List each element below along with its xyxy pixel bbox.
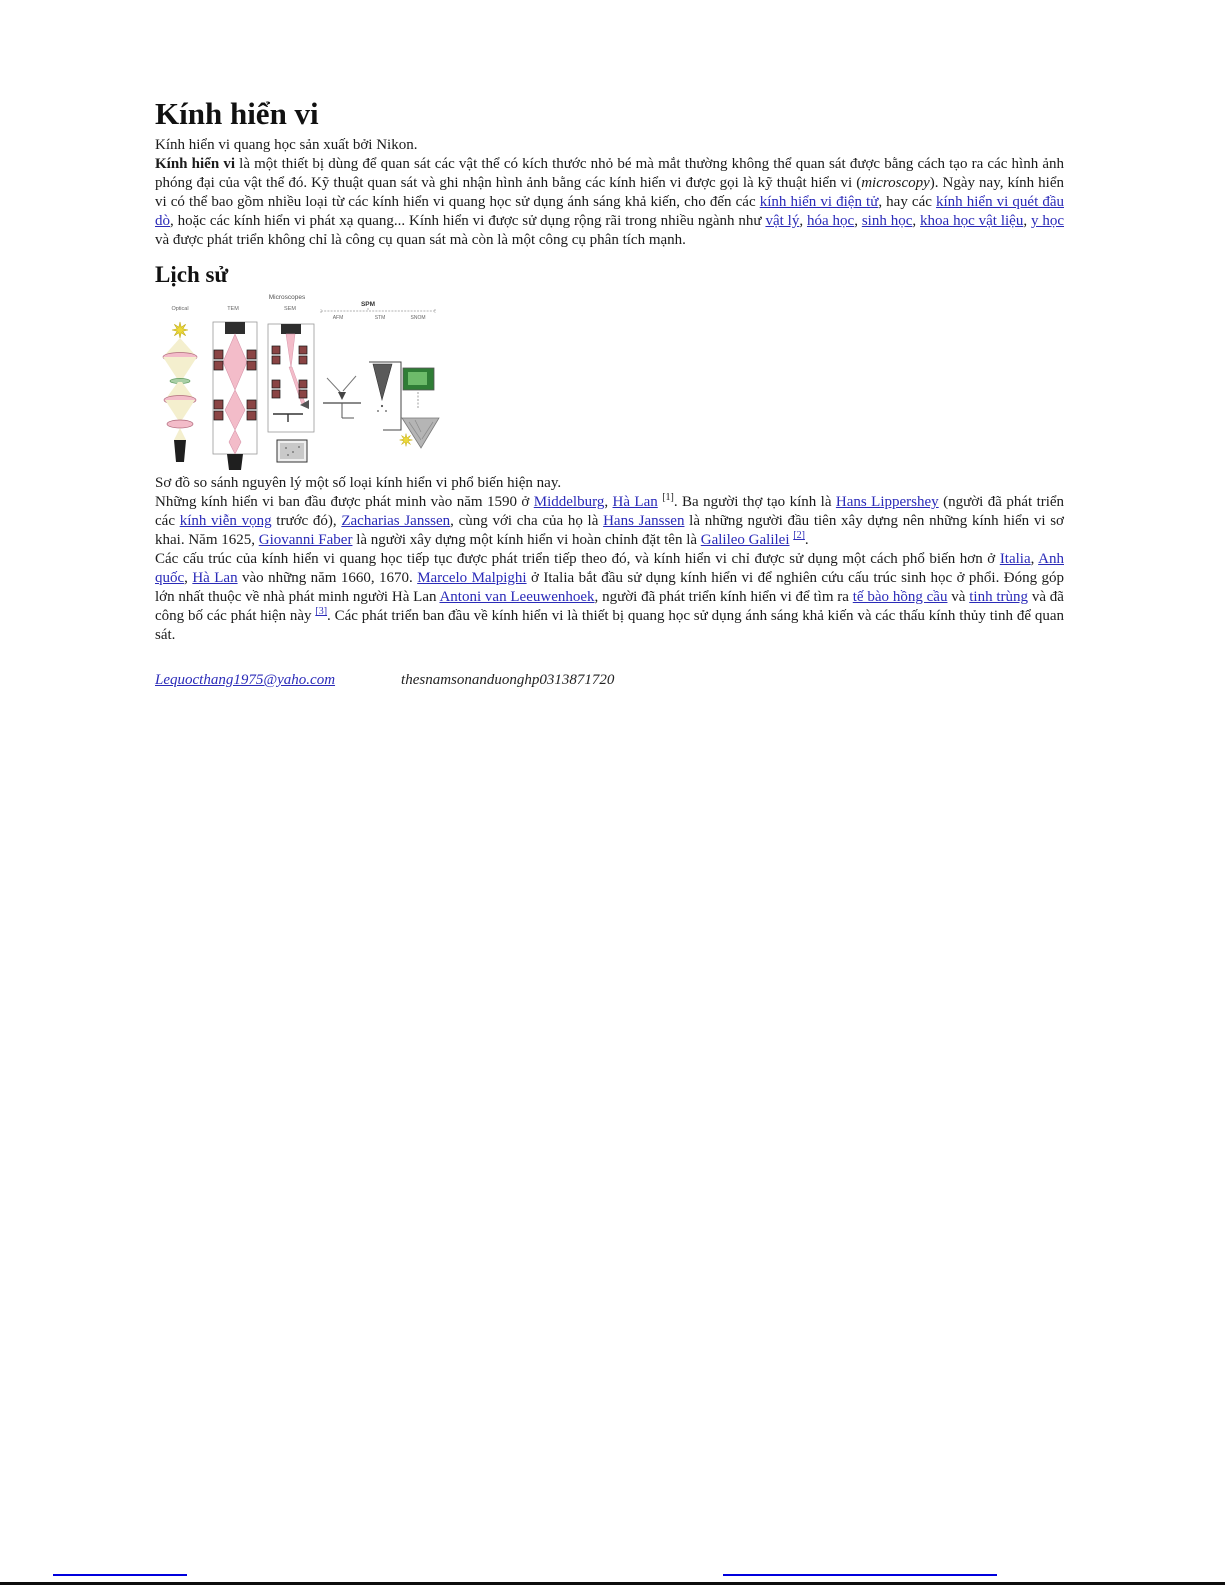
inline-link[interactable]: Italia	[999, 551, 1031, 567]
inline-link[interactable]: vật lý	[765, 213, 800, 229]
inline-link[interactable]: Hans Janssen	[603, 513, 685, 529]
inline-link[interactable]: Marcelo Malpighi	[417, 570, 527, 586]
text-segment: Các cấu trúc của kính hiển vi quang học tiếp tục được phát triển tiếp theo đó, và kính hiển vi chỉ được sử dụng một cách phổ biến hơn ở	[155, 551, 1000, 567]
text-segment: ở Italia bắt đầu sử dụng kính hiển vi để nghiên cứu cấu trúc sinh học ở phổi. Đóng góp lớn nhất thuộc về nhà phát minh người Hà Lan	[155, 570, 1064, 605]
stm-label: STM	[374, 315, 386, 321]
snom-sketch	[400, 368, 439, 448]
afm-sketch	[323, 376, 361, 418]
text-segment: ,	[1023, 213, 1031, 229]
citation-link[interactable]: [2]	[793, 530, 805, 541]
sem-label: SEM	[284, 306, 296, 312]
inline-link[interactable]: Hà Lan	[192, 570, 238, 586]
cantilever-arms	[327, 376, 356, 393]
text-segment: ,	[799, 213, 807, 229]
text-segment: , người đã phát triển kính hiển vi để tìm ra	[594, 589, 853, 605]
inline-link[interactable]: Middelburg	[533, 494, 605, 510]
text-segment: Những kính hiển vi ban đầu được phát minh vào năm 1590 ở	[155, 494, 534, 510]
footer-note-text: thesnamsonanduonghp0313871720	[401, 672, 615, 688]
text-segment: , cùng với cha của họ là	[450, 513, 604, 529]
text-segment: ,	[854, 213, 862, 229]
intro-paragraph	[155, 155, 1064, 250]
inline-link[interactable]: Zacharias Janssen	[341, 513, 451, 529]
light-source-icon	[172, 322, 188, 338]
optical-label: Optical	[171, 306, 189, 312]
inline-link[interactable]: y học	[1030, 213, 1065, 229]
stm-tip	[373, 364, 392, 400]
eyepiece-base	[174, 440, 186, 462]
document-content	[155, 96, 1064, 689]
text-segment: . Các phát triển ban đầu về kính hiển vi là thiết bị quang học sử dụng ánh sáng khả kiến và các thấu kính thủy tinh để quan sát.	[155, 608, 1064, 643]
tem-base	[227, 454, 243, 470]
citation	[793, 530, 805, 541]
cutoff-link-underline-left[interactable]	[53, 1574, 187, 1576]
nikon-image-caption: Kính hiển vi quang học sản xuất bởi Nikon.	[155, 137, 418, 153]
text-segment: và đã công bố các phát hiện này	[155, 589, 1064, 624]
text-segment: ,	[912, 213, 921, 229]
text-segment: , hay các	[878, 194, 936, 210]
text-segment: .	[804, 532, 809, 548]
inline-link[interactable]: Hans Lippershey	[835, 494, 939, 510]
text-segment: ,	[184, 570, 193, 586]
cutoff-link-underline-right[interactable]	[723, 1574, 997, 1576]
tem-label: TEM	[227, 306, 239, 312]
sem-column	[268, 324, 314, 462]
inline-link[interactable]: tế bào hồng cầu	[852, 589, 948, 605]
inline-link[interactable]: tinh trùng	[969, 589, 1029, 605]
tem-column	[213, 322, 257, 470]
citation: [1]	[662, 492, 674, 503]
microscope-comparison-figure	[155, 292, 440, 472]
citation-link[interactable]: [3]	[315, 606, 328, 617]
inline-link[interactable]: Galileo Galilei	[700, 532, 790, 548]
author-email-link[interactable]: Lequocthang1975@yaho.com	[155, 672, 336, 688]
text-segment: là một thiết bị dùng để quan sát các vật thể có kích thước nhỏ bé mà mắt thường không thể quan sát được bằng cách tạo ra các hình ảnh phóng đại của vật thể đó. Kỹ thuật quan sát và ghi nhận hình ảnh bằng các kính hiển vi được gọi là kỹ thuật hiển vi (	[155, 156, 1065, 191]
microscope-diagram	[155, 292, 440, 472]
inline-link[interactable]: Anh quốc	[155, 551, 1064, 586]
text-segment: là người xây dựng một kính hiển vi hoàn chỉnh đặt tên là	[352, 532, 701, 548]
figure-title: Microscopes	[268, 294, 306, 301]
text-segment: ). Ngày nay, kính hiển vi có thể bao gồm nhiều loại từ các kính hiển vi quang học sử dụng ánh sáng khả kiến, cho đến các	[155, 175, 1064, 210]
figure-caption: Sơ đồ so sánh nguyên lý một số loại kính hiển vi phổ biến hiện nay.	[155, 475, 562, 491]
text-segment: trước đó),	[271, 513, 342, 529]
text-segment: ,	[1030, 551, 1039, 567]
snom-label: SNOM	[410, 315, 426, 321]
inline-link[interactable]: Hà Lan	[612, 494, 658, 510]
history-section-heading: Lịch sử	[155, 262, 229, 287]
text-segment: và được phát triển không chỉ là công cụ quan sát mà còn là một công cụ phân tích mạnh.	[155, 232, 686, 248]
text-segment: ,	[604, 494, 613, 510]
inline-link[interactable]: Giovanni Faber	[258, 532, 353, 548]
text-segment: là những người đầu tiên xây dựng nên những kính hiển vi sơ khai. Năm 1625,	[155, 513, 1064, 548]
text-segment: và	[947, 589, 970, 605]
figure-labels	[171, 294, 435, 321]
electron-gun	[225, 322, 245, 334]
spm-label: SPM	[360, 301, 376, 308]
afm-tip	[338, 392, 346, 400]
inline-link[interactable]: sinh học	[861, 213, 913, 229]
page-title: Kính hiển vi	[155, 96, 319, 131]
snom-light-icon	[400, 434, 413, 447]
inline-link[interactable]: kính viễn vọng	[179, 513, 272, 529]
inline-link[interactable]: Antoni van Leeuwenhoek	[439, 589, 595, 605]
footer-row	[155, 672, 1064, 689]
history-paragraph-1	[155, 493, 1064, 550]
stm-sketch	[369, 362, 401, 430]
inline-link[interactable]: hóa học	[806, 213, 855, 229]
inline-link[interactable]: khoa học vật liệu	[920, 213, 1024, 229]
sem-gun	[281, 324, 301, 334]
afm-label: AFM	[332, 315, 344, 321]
inline-link[interactable]: kính hiển vi điện tử	[759, 194, 879, 210]
citation	[315, 606, 327, 617]
text-segment: microscopy	[861, 175, 930, 191]
text-segment: (người đã phát triển các	[155, 494, 1065, 529]
text-segment: vào những năm 1660, 1670.	[237, 570, 418, 586]
sample-stage	[273, 414, 303, 422]
history-paragraph-2	[155, 550, 1064, 645]
probe-pyramid	[402, 418, 439, 448]
optical-microscope-column	[163, 322, 197, 462]
text-segment: Kính hiển vi	[155, 156, 235, 172]
inline-link[interactable]: kính hiển vi quét đầu dò	[155, 194, 1064, 229]
text-segment: . Ba người thợ tạo kính là	[673, 494, 836, 510]
text-segment: , hoặc các kính hiển vi phát xạ quang... Kính hiển vi được sử dụng rộng rãi trong nhiều ngành như	[170, 213, 766, 229]
